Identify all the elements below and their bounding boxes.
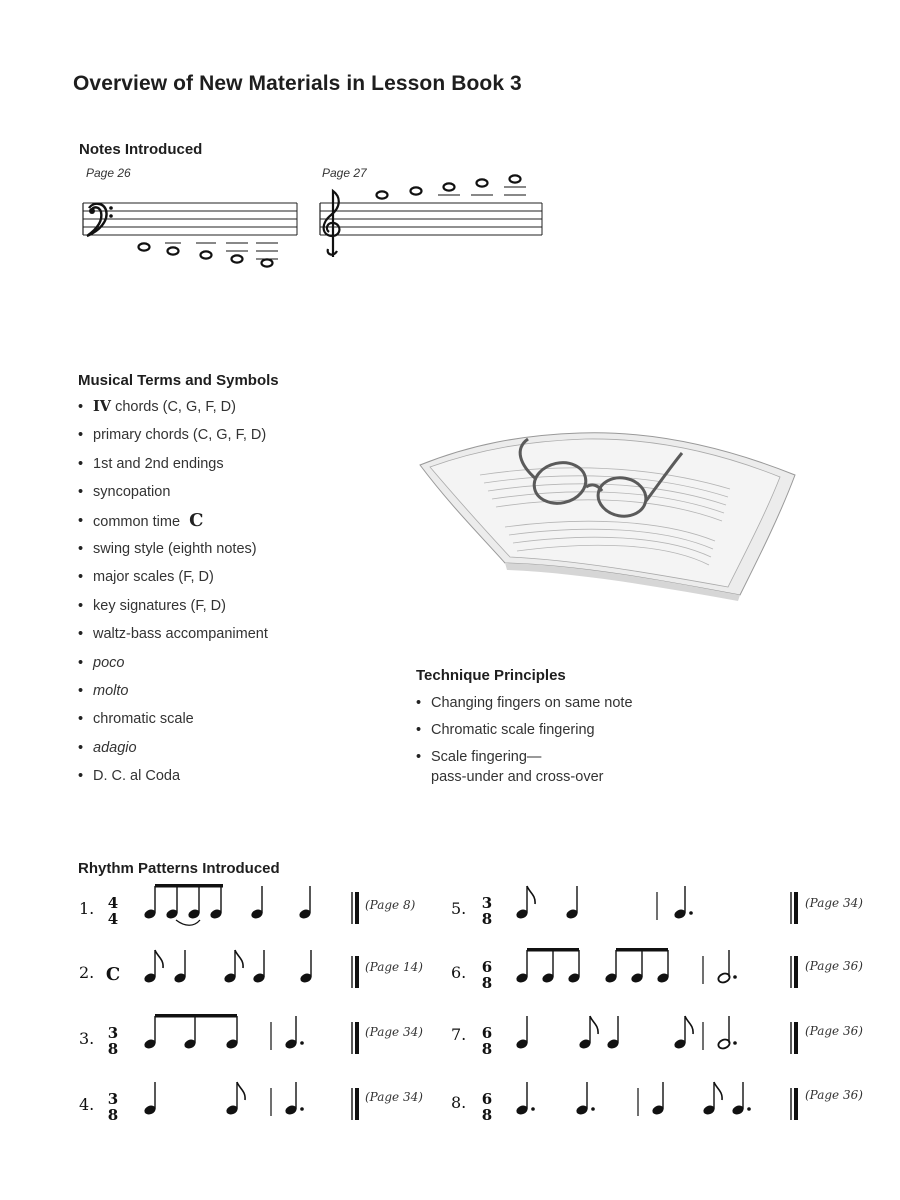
pattern-number: 2. — [79, 963, 95, 982]
time-signature-bottom: 8 — [107, 1040, 119, 1058]
musical-terms-heading: Musical Terms and Symbols — [78, 372, 279, 389]
bass-clef-icon — [87, 204, 113, 236]
pattern-number: 6. — [451, 963, 467, 982]
rhythm-pattern-6 — [451, 948, 863, 992]
pattern-number: 8. — [451, 1093, 467, 1112]
term-item: • D. C. al Coda — [78, 765, 378, 793]
term-item: • major scales (F, D) — [78, 566, 378, 594]
rhythm-pattern-2 — [79, 950, 423, 988]
technique-principles-heading: Technique Principles — [416, 667, 566, 684]
rhythm-pattern-1 — [79, 884, 416, 928]
bass-staff-page-caption: Page 26 — [86, 166, 131, 180]
pattern-page-ref: (Page 34) — [805, 896, 863, 910]
treble-staff-page-caption: Page 27 — [322, 166, 367, 180]
time-signature-top: 6 — [481, 958, 493, 976]
term-item: • common time C — [78, 510, 378, 538]
rhythm-pattern-3 — [79, 1014, 423, 1058]
term-item: • syncopation — [78, 481, 378, 509]
term-item: • primary chords (C, G, F, D) — [78, 424, 378, 452]
time-signature-top: 4 — [107, 894, 119, 912]
sheet-music-glasses-illustration — [410, 405, 805, 605]
term-item: • key signatures (F, D) — [78, 595, 378, 623]
pattern-number: 4. — [79, 1095, 95, 1114]
term-item: • poco — [78, 652, 378, 680]
time-signature-bottom: 8 — [481, 1040, 493, 1058]
time-signature-top: 3 — [481, 894, 493, 912]
pattern-page-ref: (Page 8) — [365, 898, 416, 912]
technique-item: • Chromatic scale fingering — [416, 720, 736, 740]
rhythm-pattern-4 — [79, 1082, 423, 1124]
pattern-page-ref: (Page 14) — [365, 960, 423, 974]
pattern-page-ref: (Page 34) — [365, 1090, 423, 1104]
time-signature-top: 3 — [107, 1024, 119, 1042]
treble-notes — [377, 175, 527, 198]
pattern-page-ref: (Page 36) — [805, 959, 863, 973]
notes-staff-figure — [75, 165, 555, 280]
pattern-number: 3. — [79, 1029, 95, 1048]
technique-item: • Scale fingering— pass-under and cross-over — [416, 747, 736, 787]
rhythm-patterns-heading: Rhythm Patterns Introduced — [78, 860, 280, 877]
time-signature-bottom: 8 — [481, 910, 493, 928]
pattern-page-ref: (Page 34) — [365, 1025, 423, 1039]
term-item: • waltz-bass accompaniment — [78, 623, 378, 651]
time-signature-bottom: 8 — [107, 1106, 119, 1124]
page-title: Overview of New Materials in Lesson Book 3 — [73, 72, 522, 95]
notes-introduced-heading: Notes Introduced — [79, 141, 203, 158]
treble-clef-icon — [324, 191, 340, 257]
term-item: • adagio — [78, 737, 378, 765]
pattern-page-ref: (Page 36) — [805, 1024, 863, 1038]
time-signature-top: 6 — [481, 1090, 493, 1108]
pattern-number: 5. — [451, 899, 467, 918]
time-signature-bottom: 4 — [107, 910, 119, 928]
term-item: • 1st and 2nd endings — [78, 453, 378, 481]
pattern-number: 7. — [451, 1025, 467, 1044]
roman-numeral-symbol: IV — [93, 398, 112, 415]
musical-terms-list — [78, 396, 378, 793]
rhythm-patterns-figure — [0, 880, 900, 1140]
time-signature-bottom: 8 — [481, 1106, 493, 1124]
time-signature-top: 3 — [107, 1090, 119, 1108]
time-signature-bottom: 8 — [481, 974, 493, 992]
term-item: • swing style (eighth notes) — [78, 538, 378, 566]
rhythm-pattern-8 — [451, 1082, 863, 1124]
term-item: • molto — [78, 680, 378, 708]
time-signature-top: 6 — [481, 1024, 493, 1042]
technique-item: • Changing fingers on same note — [416, 693, 736, 713]
treble-staff — [320, 203, 542, 235]
pattern-number: 1. — [79, 899, 95, 918]
pattern-page-ref: (Page 36) — [805, 1088, 863, 1102]
bass-staff — [83, 203, 297, 235]
rhythm-pattern-5 — [451, 886, 863, 928]
common-time-symbol: C — [105, 964, 121, 985]
common-time-icon: C — [189, 509, 204, 531]
term-item: • IV chords (C, G, F, D) — [78, 396, 378, 424]
technique-list — [416, 693, 736, 794]
rhythm-pattern-7 — [451, 1016, 863, 1058]
bass-notes — [139, 243, 279, 267]
term-item: • chromatic scale — [78, 708, 378, 736]
